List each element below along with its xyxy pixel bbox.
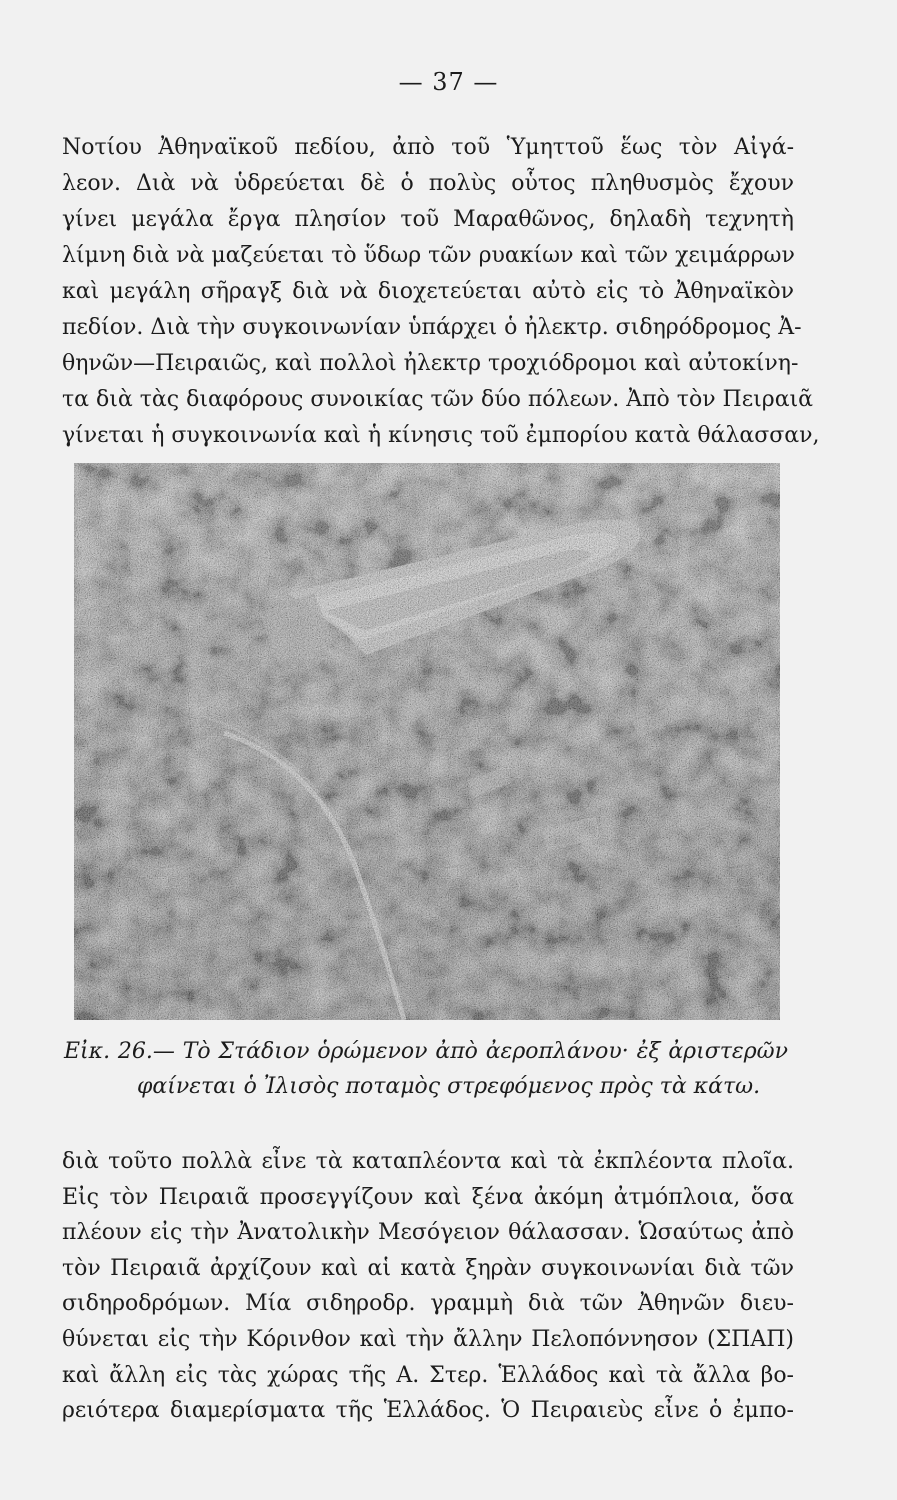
text-line: καὶ ἄλλη εἰς τὰς χώρας τῆς Α. Στερ. Ἑλλάδος καὶ τὰ ἄλλα βο- bbox=[62, 1362, 794, 1388]
figure-caption-line: Εἰκ. 26.— Τὸ Στάδιον ὁρώμενον ἀπὸ ἀεροπλάνου· ἐξ ἀριστερῶν bbox=[64, 1039, 788, 1064]
text-line: διὰ τοῦτο πολλὰ εἶνε τὰ καταπλέοντα καὶ τὰ ἐκπλέοντα πλοῖα. bbox=[62, 1149, 794, 1174]
text-line: τὸν Πειραιᾶ ἀρχίζουν καὶ αἱ κατὰ ξηρὰν συγκοινωνίαι διὰ τῶν bbox=[62, 1255, 794, 1281]
text-line: θηνῶν—Πειραιῶς, καὶ πολλοὶ ἠλεκτρ τροχιόδρομοι καὶ αὐτοκίνη- bbox=[62, 351, 799, 376]
text-line: Εἰς τὸν Πειραιᾶ προσεγγίζουν καὶ ξένα ἀκόμη ἀτμόπλοια, ὅσα bbox=[62, 1184, 794, 1210]
text-line: λίμνη διὰ νὰ μαζεύεται τὸ ὕδωρ τῶν ρυακίων καὶ τῶν χειμάρρων bbox=[62, 243, 795, 268]
figure-caption-line: φαίνεται ὁ Ἰλισὸς ποταμὸς στρεφόμενος πρὸς τὰ κάτω. bbox=[136, 1074, 761, 1099]
text-line: γίνει μεγάλα ἔργα πλησίον τοῦ Μαραθῶνος, δηλαδὴ τεχνητὴ bbox=[62, 207, 794, 232]
paragraph-top bbox=[62, 130, 820, 454]
text-line: θύνεται εἰς τὴν Κόρινθον καὶ τὴν ἄλλην Πελοπόννησον (ΣΠΑΠ) bbox=[62, 1326, 794, 1352]
paragraph-bottom bbox=[62, 1144, 794, 1429]
aerial-photo-stadium bbox=[74, 463, 780, 1020]
text-line: Νοτίου Ἀθηναϊκοῦ πεδίου, ἀπὸ τοῦ Ὑμηττοῦ ἕως τὸν Αἰγά- bbox=[62, 135, 794, 160]
text-line: πλέουν εἰς τὴν Ἀνατολικὴν Μεσόγειον θάλασσαν. Ὡσαύτως ἀπὸ bbox=[62, 1220, 794, 1246]
text-line: καὶ μεγάλη σῆραγξ διὰ νὰ διοχετεύεται αὐτὸ εἰς τὸ Ἀθηναϊκὸν bbox=[62, 279, 794, 304]
text-line: πεδίον. Διὰ τὴν συγκοινωνίαν ὑπάρχει ὁ ἠλεκτρ. σιδηρόδρομος Ἀ- bbox=[62, 315, 802, 340]
page-number: — 37 — bbox=[398, 68, 499, 96]
text-line: τα διὰ τὰς διαφόρους συνοικίας τῶν δύο πόλεων. Ἀπὸ τὸν Πειραιᾶ bbox=[62, 387, 814, 412]
text-line: ρειότερα διαμερίσματα τῆς Ἑλλάδος. Ὁ Πειραιεὺς εἶνε ὁ ἐμπο- bbox=[62, 1398, 794, 1424]
text-line: γίνεται ἡ συγκοινωνία καὶ ἡ κίνησις τοῦ ἐμπορίου κατὰ θάλασσαν, bbox=[62, 423, 820, 448]
text-line: λεον. Διὰ νὰ ὑδρεύεται δὲ ὁ πολὺς οὗτος πληθυσμὸς ἔχουν bbox=[62, 171, 794, 196]
text-line: σιδηροδρόμων. Μία σιδηροδρ. γραμμὴ διὰ τῶν Ἀθηνῶν διευ- bbox=[62, 1291, 794, 1317]
